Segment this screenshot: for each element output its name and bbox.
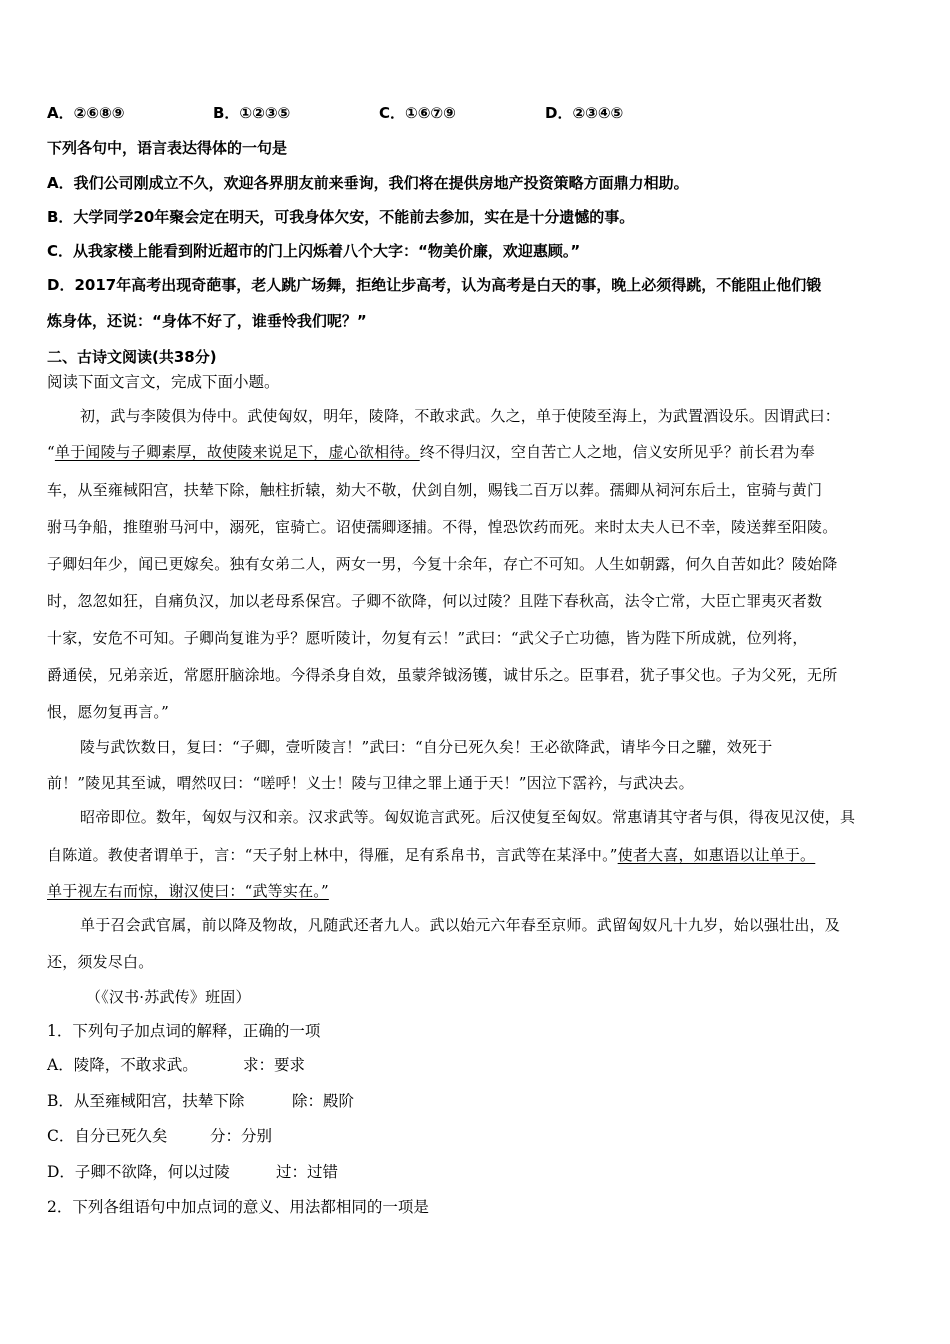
underlined-sentence-1: 单于闻陵与子卿素厚，故使陵来说足下，虚心欲相待。	[54, 443, 420, 461]
q-expression-option-c: C．从我家楼上能看到附近超市的门上闪烁着八个大字：“物美价廉，欢迎惠顾。”	[47, 242, 581, 260]
q1-option-c-gloss: 分：分别	[210, 1127, 273, 1145]
mc-option-d: D．②③④⑤	[545, 104, 624, 122]
q2-stem: 2．下列各组语句中加点词的意义、用法都相同的一项是	[47, 1198, 429, 1216]
passage-p4-line1: 单于召会武官属，前以降及物故，凡随武还者九人。武以始元六年春至京师。武留匈奴凡十九岁，始以强壮出，及	[80, 916, 841, 934]
passage-p1-line4: 驸马争船，推堕驸马河中，溺死，宦骑亡。诏使孺卿逐捕。不得，惶恐饮药而死。来时太夫人已不幸，陵送葬至阳陵。	[47, 518, 838, 536]
q1-option-d-gloss: 过：过错	[276, 1163, 339, 1181]
passage-p3-line3	[47, 880, 329, 901]
underlined-sentence-2: 使者大喜，如惠语以让单于。	[617, 846, 816, 864]
q-expression-option-b: B．大学同学20年聚会定在明天，可我身体欠安，不能前去参加，实在是十分遗憾的事。	[47, 208, 635, 226]
passage-p3-line1: 昭帝即位。数年，匈奴与汉和亲。汉求武等。匈奴诡言武死。后汉使复至匈奴。常惠请其守者与俱，得夜见汉使，具	[80, 808, 856, 826]
q1-option-c: C．自分已死久矣	[47, 1127, 168, 1145]
passage-p1-line9: 恨，愿勿复再言。”	[47, 703, 169, 721]
q1-option-a-gloss: 求：要求	[243, 1056, 306, 1074]
passage-p1-line5: 子卿妇年少，闻已更嫁矣。独有女弟二人，两女一男，今复十余年，存亡不可知。人生如朝露，何久自苦如此？陵始降	[47, 555, 838, 573]
q1-stem: 1．下列句子加点词的解释，正确的一项	[47, 1022, 321, 1040]
passage-p1-line2	[47, 441, 815, 462]
passage-text: 自陈道。教使者谓单于，言：“天子射上林中，得雁，足有系帛书，言武等在某泽中。”	[47, 846, 618, 864]
q-expression-option-a: A．我们公司刚成立不久，欢迎各界朋友前来垂询，我们将在提供房地产投资策略方面鼎力相助。	[47, 174, 689, 192]
passage-p1-line6: 时，忽忽如狂，自痛负汉，加以老母系保宫。子卿不欲降，何以过陵？且陛下春秋高，法令亡常，大臣亡罪夷灭者数	[47, 592, 823, 610]
q1-option-b: B．从至雍棫阳宫，扶辇下除	[47, 1092, 245, 1110]
mc-option-a: A．②⑥⑧⑨	[47, 104, 125, 122]
passage-source: （《汉书·苏武传》班固）	[86, 988, 251, 1006]
passage-text: 终不得归汉，空自苦亡人之地，信义安所见乎？前长君为奉	[419, 443, 815, 461]
quote-open: “	[47, 443, 55, 461]
section-instruction: 阅读下面文言文，完成下面小题。	[47, 373, 280, 391]
q-expression-stem: 下列各句中，语言表达得体的一句是	[47, 139, 288, 157]
q1-option-d: D．子卿不欲降，何以过陵	[47, 1163, 230, 1181]
passage-p4-line2: 还，须发尽白。	[47, 953, 154, 971]
q1-option-b-gloss: 除：殿阶	[292, 1092, 355, 1110]
underlined-sentence-2-cont: 单于视左右而惊，谢汉使曰：“武等实在。”	[47, 882, 329, 900]
mc-option-b: B．①②③⑤	[213, 104, 291, 122]
passage-p3-line2	[47, 844, 815, 865]
q-expression-option-d-line1: D．2017年高考出现奇葩事，老人跳广场舞，拒绝让步高考，认为高考是白天的事，晚上必须得跳，不能阻止他们锻	[47, 276, 822, 294]
passage-p1-line8: 爵通侯，兄弟亲近，常愿肝脑涂地。今得杀身自效，虽蒙斧钺汤镬，诚甘乐之。臣事君，犹子事父也。子为父死，无所	[47, 666, 838, 684]
passage-p1-line1: 初，武与李陵俱为侍中。武使匈奴，明年，陵降，不敢求武。久之，单于使陵至海上，为武置酒设乐。因谓武曰：	[80, 407, 841, 425]
q-expression-option-d-line2: 炼身体，还说：“身体不好了，谁垂怜我们呢？”	[47, 312, 367, 330]
passage-p2-line1: 陵与武饮数日，复曰：“子卿，壹听陵言！”武曰：“自分已死久矣！王必欲降武，请毕今日之驩，效死于	[80, 738, 773, 756]
section-heading: 二、古诗文阅读(共38分)	[47, 348, 217, 366]
q1-option-a: A．陵降，不敢求武。	[47, 1056, 198, 1074]
passage-p1-line7: 十家，安危不可知。子卿尚复谁为乎？愿听陵计，勿复有云！”武曰：“武父子亡功德，皆为陛下所成就，位列将，	[47, 629, 808, 647]
passage-p2-line2: 前！”陵见其至诚，喟然叹曰：“嗟呼！义士！陵与卫律之罪上通于天！”因泣下霑衿，与武决去。	[47, 774, 694, 792]
mc-option-c: C．①⑥⑦⑨	[379, 104, 456, 122]
passage-p1-line3: 车，从至雍棫阳宫，扶辇下除，触柱折辕，劾大不敬，伏剑自刎，赐钱二百万以葬。孺卿从祠河东后土，宦骑与黄门	[47, 481, 823, 499]
